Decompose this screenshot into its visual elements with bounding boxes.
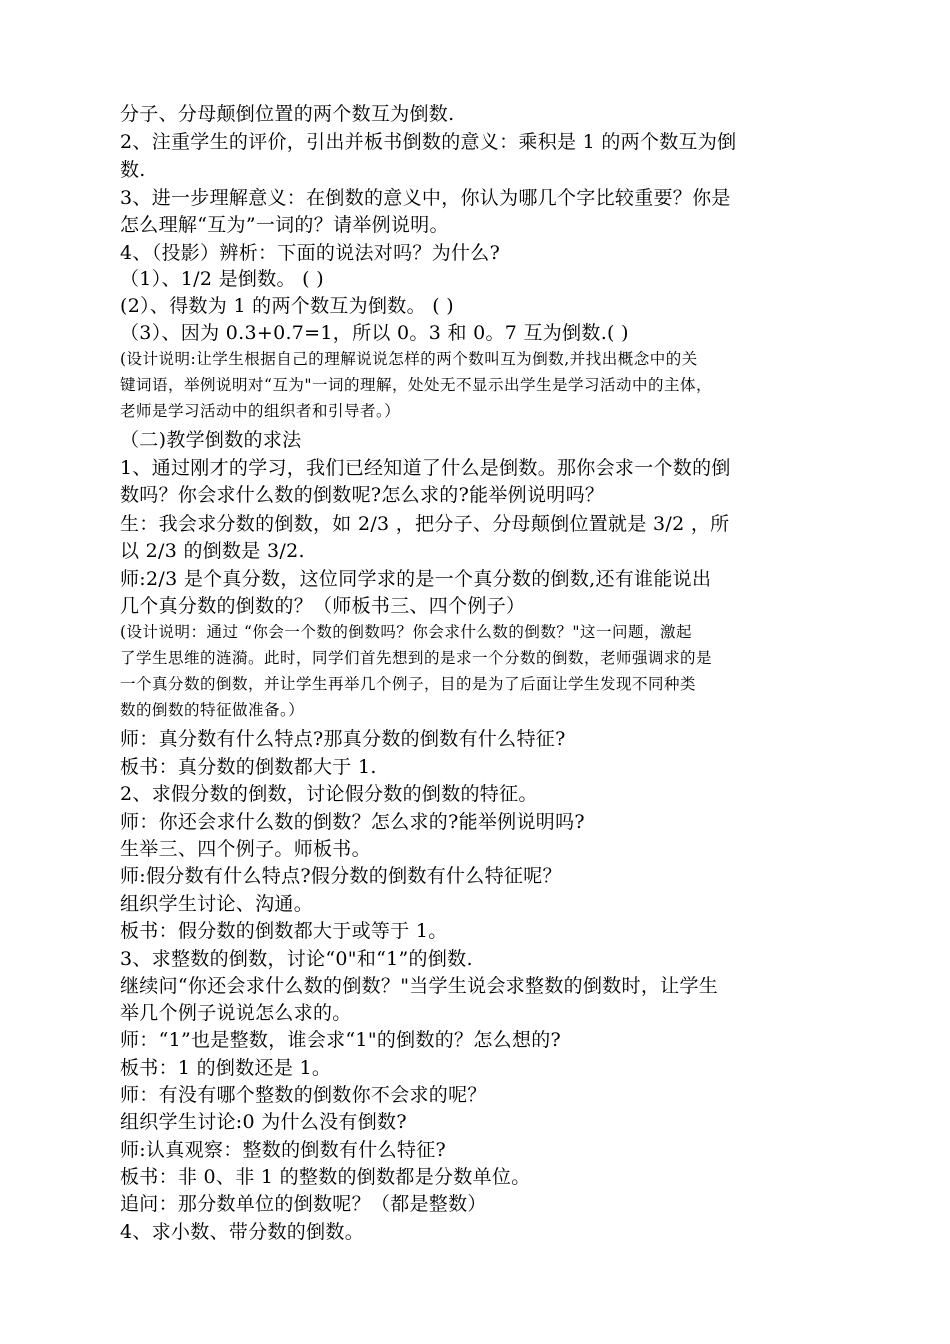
text-line: 组织学生讨论:0 为什么没有倒数?: [120, 1111, 407, 1133]
text-line: 生举三、四个例子。师板书。: [120, 838, 371, 860]
text-line: 4、求小数、带分数的倒数。: [120, 1221, 364, 1243]
design-note-line: (设计说明：通过 “你会一个数的倒数吗？你会求什么数的倒数？"这一问题，激起: [120, 623, 693, 641]
text-line: 数.: [120, 159, 146, 181]
design-note-line: 老师是学习活动中的组织者和引导者。）: [120, 402, 401, 420]
text-line: 师:假分数有什么特点?假分数的倒数有什么特征呢？: [120, 865, 562, 887]
text-line: 师：“1”也是整数，谁会求“1"的倒数的？怎么想的?: [120, 1029, 562, 1051]
text-line: 继续问“你还会求什么数的倒数？"当学生说会求整数的倒数时，让学生: [120, 975, 719, 997]
text-line: 组织学生讨论、沟通。: [120, 893, 314, 915]
text-line: 3、进一步理解意义：在倒数的意义中，你认为哪几个字比较重要？你是: [120, 187, 731, 209]
text-line: 师：有没有哪个整数的倒数你不会求的呢？: [120, 1084, 487, 1106]
text-line: 4、（投影）辨析：下面的说法对吗？为什么?: [120, 242, 501, 264]
text-line: 师：你还会求什么数的倒数？怎么求的?能举例说明吗?: [120, 811, 585, 833]
text-line: （1）、1/2 是倒数。 ( ): [120, 268, 324, 290]
text-line: 数吗？你会求什么数的倒数呢?怎么求的?能举例说明吗？: [120, 484, 605, 506]
text-line: 生：我会求分数的倒数，如 2/3 ，把分子、分母颠倒位置就是 3/2 ，所: [120, 513, 730, 535]
text-line: 师:2/3 是个真分数，这位同学求的是一个真分数的倒数,还有谁能说出: [120, 568, 712, 590]
section-heading: （二)教学倒数的求法: [120, 429, 302, 451]
text-line: 板书：真分数的倒数都大于 1.: [120, 756, 377, 778]
text-line: 几个真分数的倒数的？（师板书三、四个例子）: [120, 595, 526, 617]
design-note-line: (设计说明:让学生根据自己的理解说说怎样的两个数叫互为倒数,并找出概念中的关: [120, 350, 698, 368]
text-line: 1、通过刚才的学习，我们已经知道了什么是倒数。那你会求一个数的倒: [120, 457, 731, 479]
design-note-line: 数的倒数的特征做准备。）: [120, 701, 305, 719]
text-line: 板书：假分数的倒数都大于或等于 1。: [120, 920, 448, 942]
text-line: 追问：那分数单位的倒数呢？（都是整数）: [120, 1193, 487, 1215]
design-note-line: 键词语，举例说明对“互为"一词的理解，处处无不显示出学生是学习活动中的主体，: [120, 376, 713, 394]
text-line: 板书：1 的倒数还是 1。: [120, 1057, 332, 1079]
text-line: 3、求整数的倒数，讨论“0"和“1”的倒数.: [120, 948, 473, 970]
text-line: 师：真分数有什么特点?那真分数的倒数有什么特征?: [120, 728, 566, 750]
design-note-line: 了学生思维的涟漪。此时，同学们首先想到的是求一个分数的倒数，老师强调求的是: [120, 649, 713, 667]
text-line: （3）、因为 0.3+0.7=1，所以 0。3 和 0。7 互为倒数.( ): [120, 322, 629, 344]
text-line: 以 2/3 的倒数是 3/2.: [120, 540, 305, 562]
text-line: 板书：非 0、非 1 的整数的倒数都是分数单位。: [120, 1166, 531, 1188]
text-line: 2、求假分数的倒数，讨论假分数的倒数的特征。: [120, 783, 538, 805]
text-line: 举几个例子说说怎么求的。: [120, 1002, 352, 1024]
text-line: 2、注重学生的评价，引出并板书倒数的意义：乘积是 1 的两个数互为倒: [120, 131, 737, 153]
design-note-line: 一个真分数的倒数，并让学生再举几个例子，目的是为了后面让学生发现不同种类: [120, 675, 697, 693]
text-line: 分子、分母颠倒位置的两个数互为倒数.: [120, 103, 455, 125]
text-line: (2）、得数为 1 的两个数互为倒数。 ( ): [120, 295, 454, 317]
text-line: 师:认真观察：整数的倒数有什么特征?: [120, 1139, 446, 1161]
text-line: 怎么理解“互为”一词的？请举例说明。: [120, 214, 449, 236]
